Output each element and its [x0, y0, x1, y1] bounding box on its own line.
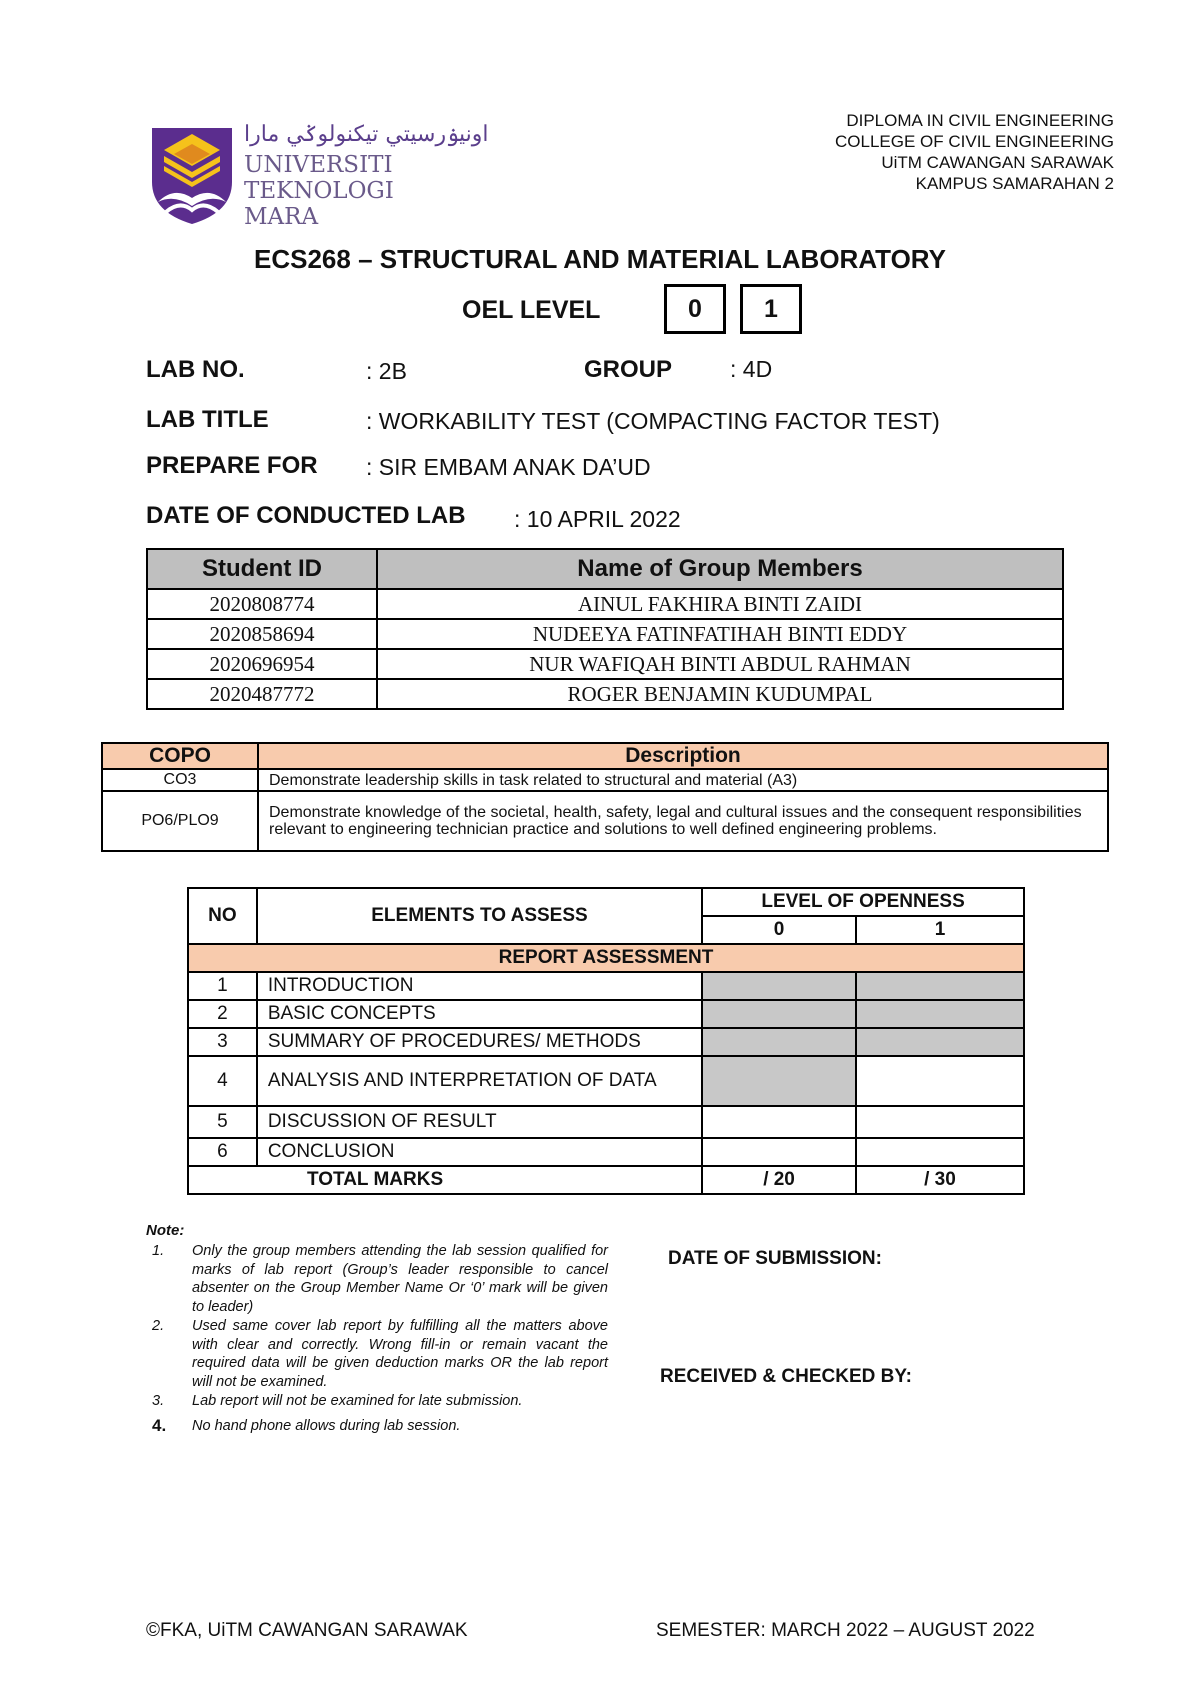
level-1-mark-cell[interactable]	[856, 1056, 1024, 1106]
lab-no-label: LAB NO.	[146, 356, 245, 383]
table-row	[188, 1138, 1024, 1166]
total-row	[188, 1166, 1024, 1194]
institution-header	[835, 110, 1114, 194]
logo-word-universiti: UNIVERSITI	[244, 152, 393, 178]
level-1-mark-cell	[856, 1000, 1024, 1028]
copo-code-cell: CO3	[102, 769, 258, 791]
lab-title-value: : WORKABILITY TEST (COMPACTING FACTOR TEST)	[366, 408, 940, 434]
header-line: UiTM CAWANGAN SARAWAK	[881, 153, 1114, 172]
uitm-logo	[148, 124, 236, 226]
table-row	[188, 1106, 1024, 1138]
note-item	[152, 1317, 608, 1391]
notes-list	[152, 1242, 608, 1436]
student-id-cell: 2020808774	[147, 589, 377, 619]
note-number: 1.	[152, 1243, 165, 1259]
logo-word-mara: MARA	[244, 204, 319, 230]
element-cell: CONCLUSION	[257, 1138, 702, 1166]
member-name-cell: AINUL FAKHIRA BINTI ZAIDI	[377, 589, 1063, 619]
level-0-mark-cell	[702, 972, 856, 1000]
student-id-cell: 2020858694	[147, 619, 377, 649]
header-line: DIPLOMA IN CIVIL ENGINEERING	[846, 111, 1114, 130]
table-row	[188, 1056, 1024, 1106]
level-0-mark-cell	[702, 1000, 856, 1028]
description-header: Description	[258, 743, 1108, 769]
table-row	[147, 649, 1063, 679]
note-text: Lab report will not be examined for late submission.	[192, 1393, 523, 1409]
received-checked-by-label: RECEIVED & CHECKED BY:	[660, 1366, 912, 1387]
no-header: NO	[188, 888, 257, 944]
level-0-mark-cell[interactable]	[702, 1106, 856, 1138]
members-header-row	[147, 549, 1063, 589]
elements-header: ELEMENTS TO ASSESS	[257, 888, 702, 944]
note-number: 4.	[152, 1415, 167, 1435]
level-0-mark-cell[interactable]	[702, 1138, 856, 1166]
row-number: 4	[188, 1056, 257, 1106]
row-number: 6	[188, 1138, 257, 1166]
element-cell: BASIC CONCEPTS	[257, 1000, 702, 1028]
level-0-mark-cell	[702, 1056, 856, 1106]
table-row	[147, 589, 1063, 619]
row-number: 2	[188, 1000, 257, 1028]
student-id-cell: 2020696954	[147, 649, 377, 679]
report-assessment-section: REPORT ASSESSMENT	[188, 944, 1024, 972]
assessment-header-row	[188, 888, 1024, 916]
prepare-for-value: : SIR EMBAM ANAK DA’UD	[366, 454, 651, 480]
element-cell: INTRODUCTION	[257, 972, 702, 1000]
group-value: : 4D	[730, 356, 773, 382]
level-0-header: 0	[702, 916, 856, 944]
date-conducted-value: : 10 APRIL 2022	[514, 506, 681, 532]
oel-level-label: OEL LEVEL	[462, 296, 601, 324]
row-number: 1	[188, 972, 257, 1000]
date-of-submission-label: DATE OF SUBMISSION:	[668, 1248, 882, 1269]
footer-semester: SEMESTER: MARCH 2022 – AUGUST 2022	[656, 1620, 1035, 1641]
level-1-mark-cell	[856, 972, 1024, 1000]
copo-header: COPO	[102, 743, 258, 769]
total-marks-label: TOTAL MARKS	[188, 1166, 702, 1194]
row-number: 3	[188, 1028, 257, 1056]
level-0-mark-cell	[702, 1028, 856, 1056]
member-name-cell: NUR WAFIQAH BINTI ABDUL RAHMAN	[377, 649, 1063, 679]
group-members-table	[146, 548, 1064, 710]
table-row	[147, 619, 1063, 649]
logo-jawi-text: اونيۏرسيتي تيكنولوݢي مارا	[244, 122, 489, 147]
header-line: COLLEGE OF CIVIL ENGINEERING	[835, 132, 1114, 151]
element-cell: SUMMARY OF PROCEDURES/ METHODS	[257, 1028, 702, 1056]
uitm-crest-icon	[148, 124, 236, 226]
prepare-for-label: PREPARE FOR	[146, 452, 318, 479]
table-row	[188, 972, 1024, 1000]
copo-description-cell: Demonstrate knowledge of the societal, health, safety, legal and cultural issues and the consequent responsibilities relevant to engineering technician practice and solutions to well defined engineering problems.	[258, 791, 1108, 851]
note-item	[152, 1242, 608, 1316]
copo-code-cell: PO6/PLO9	[102, 791, 258, 851]
logo-word-teknologi: TEKNOLOGI	[244, 178, 394, 204]
note-number: 2.	[152, 1318, 165, 1334]
date-conducted-label: DATE OF CONDUCTED LAB	[146, 502, 466, 529]
oel-level-box-0: 0	[664, 284, 726, 334]
row-number: 5	[188, 1106, 257, 1138]
assessment-table	[187, 887, 1025, 1195]
note-number: 3.	[152, 1393, 165, 1409]
group-label: GROUP	[584, 356, 673, 383]
oel-level-box-1: 1	[740, 284, 802, 334]
table-row	[147, 679, 1063, 709]
footer-copyright: ©FKA, UiTM CAWANGAN SARAWAK	[146, 1620, 468, 1641]
student-id-header: Student ID	[147, 549, 377, 589]
total-level-0: / 20	[702, 1166, 856, 1194]
note-title: Note:	[146, 1222, 185, 1239]
lab-no-value: : 2B	[366, 358, 407, 384]
lab-title-label: LAB TITLE	[146, 406, 269, 433]
logo-wordmark	[244, 122, 489, 230]
copo-header-row	[102, 743, 1108, 769]
member-name-cell: ROGER BENJAMIN KUDUMPAL	[377, 679, 1063, 709]
table-row	[102, 791, 1108, 851]
note-item	[152, 1392, 608, 1411]
level-of-openness-header: LEVEL OF OPENNESS	[702, 888, 1024, 916]
level-1-mark-cell[interactable]	[856, 1106, 1024, 1138]
table-row	[188, 1000, 1024, 1028]
level-1-mark-cell[interactable]	[856, 1138, 1024, 1166]
member-name-header: Name of Group Members	[377, 549, 1063, 589]
copo-description-cell: Demonstrate leadership skills in task related to structural and material (A3)	[258, 769, 1108, 791]
table-row	[188, 1028, 1024, 1056]
note-text: Used same cover lab report by fulfilling all the matters above with clear and correctly. Wrong fill-in or remain vacant the required data will be given deduction marks OR the lab report will not be examined.	[192, 1318, 608, 1390]
level-1-header: 1	[856, 916, 1024, 944]
total-level-1: / 30	[856, 1166, 1024, 1194]
table-row	[102, 769, 1108, 791]
section-row	[188, 944, 1024, 972]
student-id-cell: 2020487772	[147, 679, 377, 709]
level-1-mark-cell	[856, 1028, 1024, 1056]
copo-table	[101, 742, 1109, 852]
element-cell: DISCUSSION OF RESULT	[257, 1106, 702, 1138]
course-title: ECS268 – STRUCTURAL AND MATERIAL LABORATORY	[254, 244, 946, 274]
note-item	[152, 1417, 608, 1436]
member-name-cell: NUDEEYA FATINFATIHAH BINTI EDDY	[377, 619, 1063, 649]
header-line: KAMPUS SAMARAHAN 2	[915, 174, 1114, 193]
note-text: No hand phone allows during lab session.	[192, 1417, 461, 1434]
note-text: Only the group members attending the lab session qualified for marks of lab report (Group’s leader responsible to cancel absenter on the Group Member Name Or ‘0’ mark will be given to leader)	[192, 1243, 608, 1315]
element-cell: ANALYSIS AND INTERPRETATION OF DATA	[257, 1056, 702, 1106]
